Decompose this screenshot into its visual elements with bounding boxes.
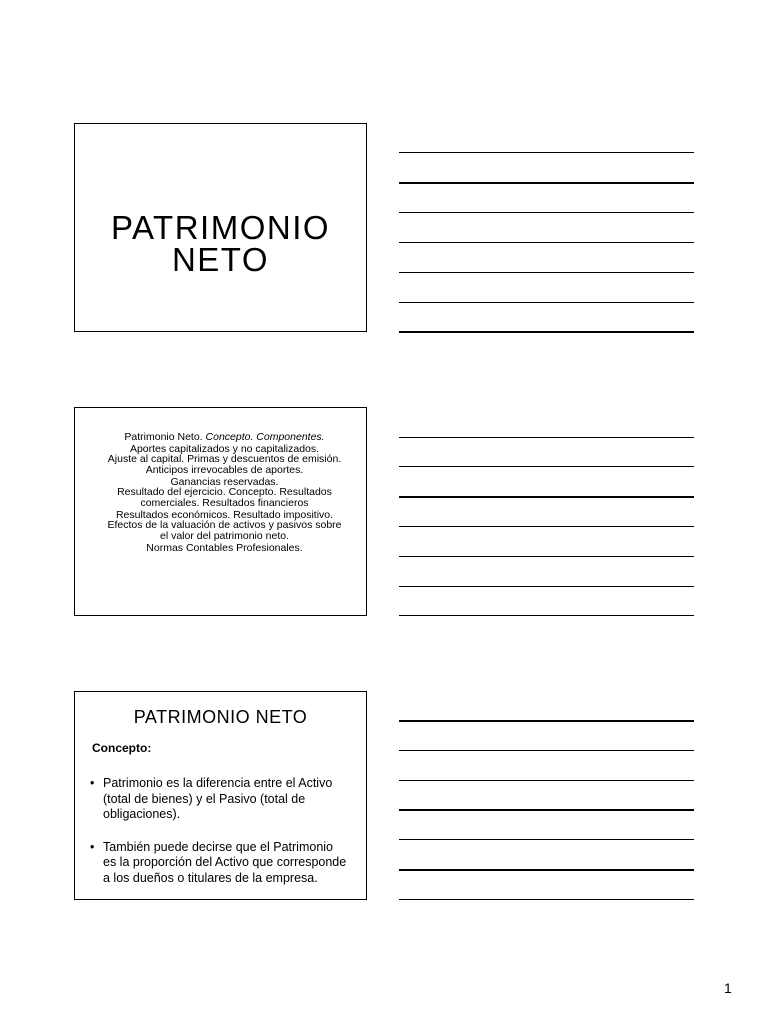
agenda-item: Efectos de la valuación de activos y pasivos sobre	[107, 519, 342, 531]
note-line	[399, 839, 694, 840]
note-line	[399, 586, 694, 587]
bullet-list	[90, 776, 358, 903]
note-line	[399, 556, 694, 557]
note-line	[399, 526, 694, 527]
note-line	[399, 152, 694, 153]
bullet-item: • También puede decirse que el Patrimonio es la proporción del Activo que corresponde a los dueños o titulares de la empresa.	[90, 839, 347, 885]
bullet-icon: •	[90, 839, 95, 854]
note-line	[399, 496, 694, 498]
agenda-item: Normas Contables Profesionales.	[146, 542, 303, 554]
agenda-item: Ajuste al capital. Primas y descuentos de emisión.	[107, 453, 342, 465]
note-line	[399, 869, 694, 871]
note-line	[399, 615, 694, 616]
concepto-heading: Concepto:	[92, 741, 152, 755]
agenda-item: Aportes capitalizados y no capitalizados.	[129, 443, 320, 455]
agenda-list	[93, 431, 356, 554]
note-line	[399, 182, 694, 184]
note-line	[399, 272, 694, 273]
slide-1	[74, 123, 367, 332]
note-line	[399, 750, 694, 751]
note-line	[399, 331, 694, 333]
note-line	[399, 302, 694, 303]
agenda-item: Anticipos irrevocables de aportes.	[145, 464, 304, 476]
bullet-item: • Patrimonio es la diferencia entre el Activo (total de bienes) y el Pasivo (total de obligaciones).	[90, 776, 333, 821]
agenda-item: Patrimonio Neto. Concepto. Componentes.	[124, 431, 325, 443]
page-number: 1	[724, 980, 732, 996]
agenda-item: Resultado del ejercicio. Concepto. Resultados	[117, 486, 332, 498]
note-line	[399, 242, 694, 243]
note-line	[399, 899, 694, 900]
slide-1-title	[75, 209, 366, 278]
note-line	[399, 809, 694, 811]
slide-3	[74, 691, 367, 900]
slide-3-title: PATRIMONIO NETO	[133, 707, 308, 727]
note-line	[399, 437, 694, 438]
agenda-item: Resultados económicos. Resultado impositivo.	[115, 509, 334, 521]
agenda-item: Ganancias reservadas.	[170, 476, 279, 488]
agenda-item: comerciales. Resultados financieros	[140, 497, 309, 509]
bullet-icon: •	[90, 776, 95, 790]
slide-2	[74, 407, 367, 616]
note-line	[399, 780, 694, 781]
note-line	[399, 212, 694, 213]
note-line	[399, 466, 694, 467]
title-line-1: PATRIMONIO	[110, 209, 331, 246]
agenda-item: el valor del patrimonio neto.	[160, 530, 289, 542]
note-line	[399, 720, 694, 722]
title-line-2: NETO	[171, 241, 270, 278]
